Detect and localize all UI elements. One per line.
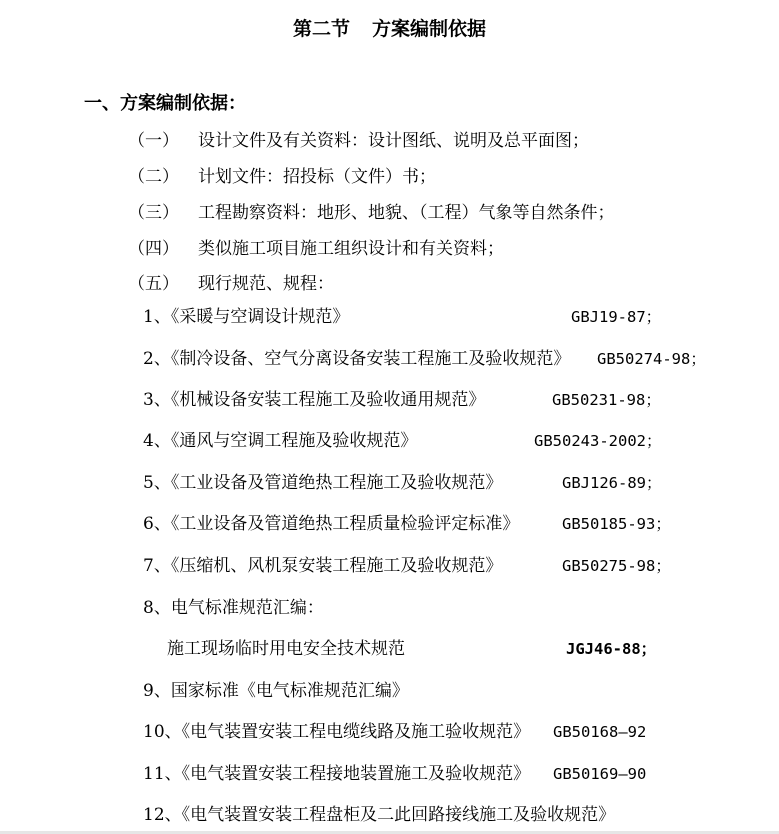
standard-title: 施工现场临时用电安全技术规范 <box>167 639 405 659</box>
page-title <box>0 20 779 39</box>
section-heading: 一、方案编制依据： <box>84 93 246 114</box>
standard-title: 3、《机械设备安装工程施工及验收通用规范》 <box>143 390 486 410</box>
title-section-name: 方案编制依据 <box>372 18 487 40</box>
standard-title: 7、《压缩机、风机泵安装工程施工及验收规范》 <box>143 556 503 576</box>
standard-code: GBJ19-87； <box>571 308 662 326</box>
item-number: （五） <box>128 274 179 294</box>
standard-code: GB50275-98； <box>562 557 671 575</box>
standard-title: 6、《工业设备及管道绝热工程质量检验评定标准》 <box>143 514 520 534</box>
item-text: 类似施工项目施工组织设计和有关资料； <box>198 239 504 259</box>
item-number: （二） <box>128 167 179 187</box>
standard-code: JGJ46-88； <box>566 640 657 658</box>
item-number: （一） <box>128 131 179 151</box>
standard-title: 9、国家标准《电气标准规范汇编》 <box>143 681 409 701</box>
item-number: （四） <box>128 239 179 259</box>
standard-code: GB50169—90 <box>553 765 647 783</box>
standard-title: 4、《通风与空调工程施及验收规范》 <box>143 431 418 451</box>
standard-code: GB50243-2002； <box>534 432 662 450</box>
standard-code: GB50231-98； <box>552 391 661 409</box>
title-section-number: 第二节 <box>292 18 350 40</box>
standard-title: 11、《电气装置安装工程接地装置施工及验收规范》 <box>143 764 531 784</box>
standard-code: GB50274-98； <box>597 350 706 368</box>
standard-title: 12、《电气装置安装工程盘柜及二此回路接线施工及验收规范》 <box>143 805 616 825</box>
standard-title: 10、《电气装置安装工程电缆线路及施工验收规范》 <box>143 722 531 742</box>
standard-code: GBJ126-89； <box>562 474 662 492</box>
item-text: 工程勘察资料：地形、地貌、（工程）气象等自然条件； <box>198 203 615 223</box>
item-number: （三） <box>128 203 179 223</box>
standard-title: 1、《采暖与空调设计规范》 <box>143 307 350 327</box>
item-text: 现行规范、规程： <box>198 274 334 294</box>
item-text: 计划文件：招投标（文件）书； <box>198 167 436 187</box>
standard-title: 5、《工业设备及管道绝热工程施工及验收规范》 <box>143 473 503 493</box>
standard-code: GB50168—92 <box>553 723 647 741</box>
item-text: 设计文件及有关资料：设计图纸、说明及总平面图； <box>198 131 589 151</box>
standard-code: GB50185-93； <box>562 515 671 533</box>
standard-title: 2、《制冷设备、空气分离设备安装工程施工及验收规范》 <box>143 349 571 369</box>
standard-title: 8、电气标准规范汇编： <box>143 598 324 618</box>
